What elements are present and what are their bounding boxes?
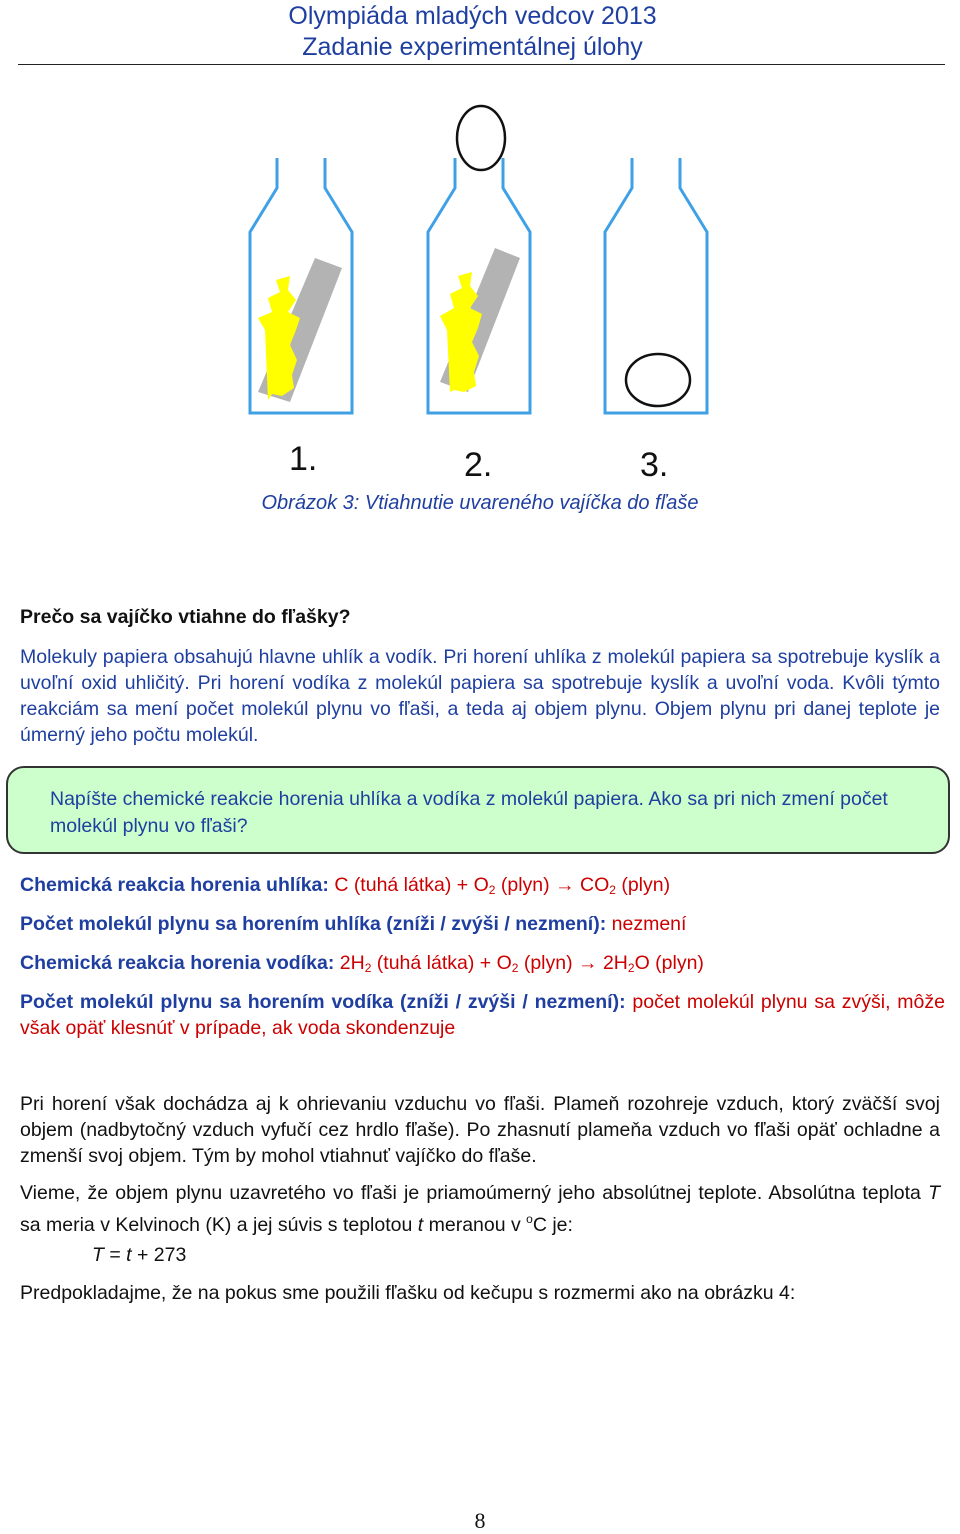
carbon-count-answer: nezmení bbox=[611, 913, 687, 935]
figure-label-3: 3. bbox=[640, 446, 669, 484]
figure-label-1: 1. bbox=[289, 440, 318, 478]
burning-paper bbox=[258, 258, 342, 402]
bottles-figure bbox=[0, 90, 960, 430]
header-title: Olympiáda mladých vedcov 2013 bbox=[288, 2, 657, 30]
egg-on-neck bbox=[457, 106, 505, 170]
header-divider bbox=[18, 64, 945, 65]
hydrogen-reaction-equation: $2H_2$ (tuhá látka) + $O_2$ (plyn) → $2H_2O$ (plyn) bbox=[339, 952, 704, 975]
bottle-2 bbox=[428, 106, 530, 413]
carbon-reaction-line bbox=[20, 872, 945, 903]
assumption-paragraph: Predpokladajme, že na pokus sme použili fľašku od kečupu s rozmermi ako na obrázku 4: bbox=[20, 1282, 796, 1304]
hydrogen-count-answer: počet molekúl plynu sa zvýši, môže však opäť klesnúť v prípade, ak voda skondenzuje bbox=[20, 991, 945, 1039]
task-box bbox=[6, 766, 950, 854]
carbon-count-label: Počet molekúl plynu sa horením uhlíka (zníži / zvýši / nezmení): bbox=[20, 913, 607, 935]
egg-inside-bottle bbox=[626, 354, 690, 406]
header-subtitle: Zadanie experimentálnej úlohy bbox=[302, 33, 643, 61]
hydrogen-reaction-label: Chemická reakcia horenia vodíka: bbox=[20, 952, 335, 974]
bottle-3 bbox=[605, 158, 707, 413]
section-heading: Prečo sa vajíčko vtiahne do fľašky? bbox=[20, 606, 351, 628]
kelvin-formula: T = t + 273 bbox=[92, 1244, 187, 1266]
burning-paper bbox=[440, 248, 520, 392]
figure-caption: Obrázok 3: Vtiahnutie uvareného vajíčka do fľaše bbox=[261, 492, 699, 514]
carbon-reaction-equation: C (tuhá látka) + $O_2$ (plyn) → $CO_2$ (plyn) bbox=[334, 874, 671, 897]
hydrogen-reaction-line bbox=[20, 950, 945, 981]
task-text: Napíšte chemické reakcie horenia uhlíka a vodíka z molekúl papiera. Ako sa pri nich zmení počet molekúl plynu vo fľaši? bbox=[50, 788, 888, 837]
figure-label-2: 2. bbox=[464, 446, 493, 484]
reaction-arrow-icon: → bbox=[578, 952, 598, 974]
intro-paragraph: Molekuly papiera obsahujú hlavne uhlík a vodík. Pri horení uhlíka z molekúl papiera sa spotrebuje kyslík a uvoľní oxid uhličitý. Pri horení vodíka z molekúl papiera sa spotrebuje kyslík a uvoľní voda. Kvôli týmto reakciám sa mení počet molekúl plynu vo fľaši, a teda aj objem plynu. Objem plynu pri danej teplote je úmerný jeho počtu molekúl. bbox=[20, 646, 940, 746]
hydrogen-count-line bbox=[20, 989, 945, 1041]
page-number: 8 bbox=[474, 1508, 486, 1533]
carbon-count-line bbox=[20, 911, 945, 937]
bottle-1 bbox=[250, 158, 352, 413]
reaction-arrow-icon: → bbox=[555, 874, 575, 896]
carbon-reaction-label: Chemická reakcia horenia uhlíka: bbox=[20, 874, 329, 896]
bottle-outline bbox=[250, 158, 352, 413]
temperature-paragraph: Vieme, že objem plynu uzavretého vo fľaši je priamoúmerný jeho absolútnej teplote. Absolútna teplota T sa meria v Kelvinoch (K) a jej súvis s teplotou t meranou v $^o$C je: bbox=[20, 1182, 940, 1236]
heating-paragraph: Pri horení však dochádza aj k ohrievaniu vzduchu vo fľaši. Plameň rozohreje vzduch, ktorý zväčší svoj objem (nadbytočný vzduch vyfučí cez hrdlo fľaše). Po zhasnutí plameňa vzduch vo fľaši opäť ochladne a zmenší svoj objem. Tým by mohol vtiahnuť vajíčko do fľaše. bbox=[20, 1093, 940, 1167]
hydrogen-count-label: Počet molekúl plynu sa horením vodíka (zníži / zvýši / nezmení): bbox=[20, 991, 626, 1013]
